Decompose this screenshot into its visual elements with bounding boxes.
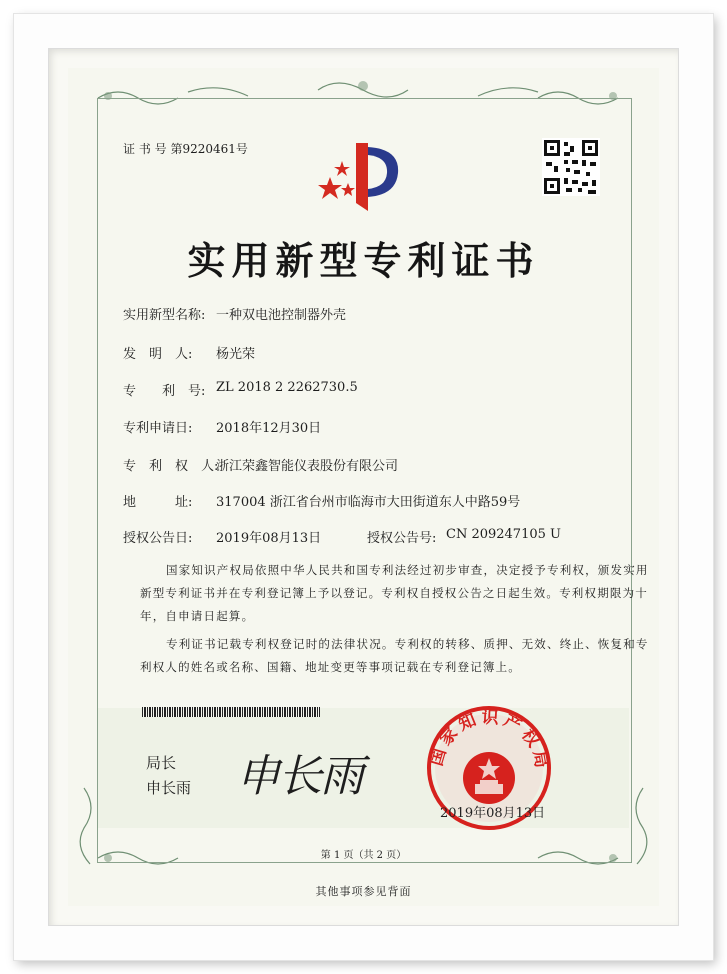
paragraph-1-line-2: 新型专利证书并在专利登记簿上予以登记。专利权自授权公告之日起生效。专利权期限为十 [140,586,648,600]
seal-date: 2019年08月13日 [440,806,546,821]
signer-title: 局长 [146,754,177,772]
field-label-inventor: 发 明 人: [123,347,193,362]
paragraph-2-line-1: 专利证书记载专利权登记时的法律状况。专利权的转移、质押、无效、终止、恢复和专 [166,637,649,651]
field-label-patentee: 专 利 权 人: [123,459,219,474]
announce-number-label: 授权公告号: [367,531,437,546]
signature: 申长雨 [236,751,362,802]
paragraph-2-line-2: 利权人的姓名或名称、国籍、地址变更等事项记载在专利登记簿上。 [140,660,521,674]
footer-note: 其他事项参见背面 [315,885,412,898]
field-value-patent-number: ZL 2018 2 2262730.5 [216,380,358,395]
field-value-name: 一种双电池控制器外壳 [216,308,347,323]
field-label-patent-number: 专 利 号: [123,384,206,399]
patent-office-logo [312,133,406,215]
announce-date-value: 2019年08月13日 [216,531,322,546]
qr-code [542,138,600,196]
field-value-application-date: 2018年12月30日 [216,421,322,436]
certificate-number: 证 书 号 第9220461号 [123,142,248,156]
seal-text: 国家知识产权局 [426,707,552,774]
field-label-name: 实用新型名称: [123,308,206,323]
page-info: 第 1 页（共 2 页） [320,850,407,861]
field-label-application-date: 专利申请日: [123,421,193,436]
paragraph-1-line-1: 国家知识产权局依照中华人民共和国专利法经过初步审查，决定授予专利权，颁发实用 [166,563,649,577]
field-label-address: 地 址: [123,495,193,510]
field-value-patentee: 浙江荣鑫智能仪表股份有限公司 [216,459,399,474]
announce-number-value: CN 209247105 U [446,527,561,542]
barcode [142,707,320,717]
announce-date-label: 授权公告日: [123,531,193,546]
signer-name: 申长雨 [146,779,192,797]
field-value-inventor: 杨光荣 [216,347,256,362]
field-value-address: 317004 浙江省台州市临海市大田街道东人中路59号 [216,495,521,510]
certificate-title: 实用新型专利证书 [187,238,540,283]
paragraph-1-line-3: 年，自申请日起算。 [140,609,255,623]
